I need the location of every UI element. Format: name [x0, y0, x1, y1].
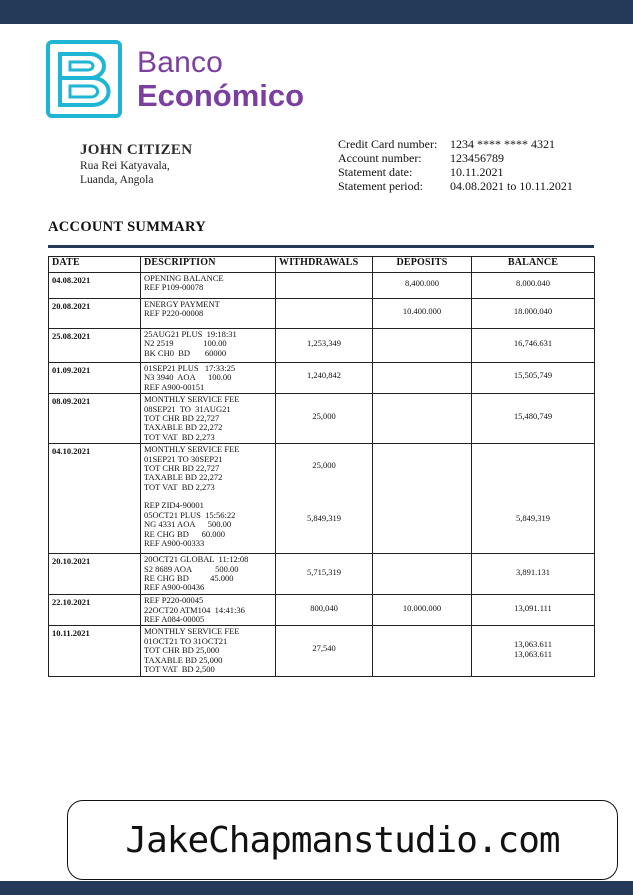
customer-address: [80, 160, 170, 187]
cell-line: 13,063.611: [514, 639, 552, 650]
info-label: Credit Card number:: [338, 137, 438, 151]
withdrawals-cell: [276, 363, 373, 394]
cell-line: TOT VAT BD 2,273: [144, 481, 215, 492]
cell-line: REF P220-00045: [144, 595, 204, 606]
deposits-cell: [373, 554, 472, 595]
balance-cell: [472, 444, 595, 554]
customer-name: JOHN CITIZEN: [80, 142, 193, 158]
cell-line: TOT CHR BD 25,000: [144, 645, 220, 656]
balance-cell: [472, 626, 595, 676]
watermark-banner: [67, 800, 618, 880]
withdrawals-cell: [276, 394, 373, 444]
deposits-cell: [373, 299, 472, 329]
cell-line: 25AUG21 PLUS 19:18:31: [144, 329, 237, 339]
withdrawals-cell: [276, 595, 373, 626]
cell-line: 5,849,319: [307, 512, 341, 523]
cell-line: RE CHG BD 45.000: [144, 573, 234, 584]
withdrawals-cell: [276, 273, 373, 299]
cell-line: MONTHLY SERVICE FEE: [144, 626, 240, 637]
deposits-cell: [373, 329, 472, 363]
column-header: WITHDRAWALS: [276, 257, 373, 273]
date-cell: 04.08.2021: [49, 273, 141, 299]
info-label: Statement period:: [338, 179, 423, 193]
balance-cell: [472, 595, 595, 626]
table-header-row: [49, 257, 595, 273]
cell-line: 800,040: [310, 603, 338, 614]
info-row: [338, 165, 573, 179]
withdrawals-cell: [276, 299, 373, 329]
info-row: [338, 179, 573, 193]
table-row: [49, 444, 595, 554]
table-row: [49, 554, 595, 595]
cell-line: 25,000: [312, 460, 336, 471]
date-cell: 20.10.2021: [49, 554, 141, 595]
cell-line: TOT VAT BD 2,273: [144, 431, 215, 442]
description-cell: [141, 595, 276, 626]
cell-line: 8,400.000: [405, 278, 439, 288]
section-divider: [48, 245, 594, 248]
cell-line: ENERGY PAYMENT: [144, 299, 220, 309]
description-cell: [141, 444, 276, 554]
cell-line: BK CH0 BD 60000: [144, 347, 227, 358]
date-cell: 10.11.2021: [49, 626, 141, 676]
table-row: [49, 626, 595, 676]
description-cell: [141, 626, 276, 676]
cell-line: 22OCT20 ATM104 14:41:36: [144, 604, 245, 615]
address-line: Luanda, Angola: [80, 173, 154, 186]
top-bar: [0, 0, 633, 24]
table-row: [49, 273, 595, 299]
info-label: Account number:: [338, 151, 422, 165]
cell-line: REF A900-00436: [144, 582, 205, 593]
cell-line: TAXABLE BD 22,272: [144, 422, 223, 433]
cell-line: 08SEP21 TO 31AUG21: [144, 403, 231, 414]
cell-line: 5,715,319: [307, 567, 341, 578]
info-value: 10.11.2021: [450, 165, 504, 179]
cell-line: TOT VAT BD 2,500: [144, 664, 215, 675]
description-cell: [141, 273, 276, 299]
balance-cell: [472, 299, 595, 329]
cell-line: 01SEP21 PLUS 17:33:25: [144, 363, 236, 373]
cell-line: 10.000.000: [402, 603, 442, 614]
cell-line: NG 4331 AOA 500.00: [144, 519, 232, 530]
date-cell: 04.10.2021: [49, 444, 141, 554]
description-cell: [141, 299, 276, 329]
balance-cell: [472, 363, 595, 394]
cell-line: OPENING BALANCE: [144, 273, 224, 283]
cell-line: 13,063.611: [514, 648, 552, 659]
cell-line: 01SEP21 TO 30SEP21: [144, 453, 223, 464]
date-cell: 08.09.2021: [49, 394, 141, 444]
bank-name-line2: Económico: [137, 78, 305, 113]
cell-line: 1,253,349: [307, 338, 341, 348]
cell-line: 13,091.111: [514, 603, 552, 614]
cell-line: REF A084-00005: [144, 614, 205, 625]
deposits-cell: [373, 363, 472, 394]
table-row: [49, 363, 595, 394]
description-cell: [141, 329, 276, 363]
date-cell: 25.08.2021: [49, 329, 141, 363]
cell-line: TOT CHR BD 22,727: [144, 413, 220, 424]
cell-line: MONTHLY SERVICE FEE: [144, 394, 240, 405]
column-header: DATE: [49, 257, 141, 273]
bottom-bar: [0, 881, 633, 895]
cell-line: 15,480,749: [513, 411, 553, 422]
watermark-text: JakeChapmanstudio.com: [125, 819, 560, 861]
deposits-cell: [373, 595, 472, 626]
cell-line: 8.000.040: [516, 278, 550, 288]
cell-line: N3 3940 AOA 100.00: [144, 372, 232, 383]
column-header: BALANCE: [472, 257, 595, 273]
statement-info: [338, 137, 573, 193]
date-cell: 20.08.2021: [49, 299, 141, 329]
cell-line: REF P220-00008: [144, 308, 204, 319]
info-row: [338, 137, 573, 151]
deposits-cell: [373, 394, 472, 444]
info-value: 1234 **** **** 4321: [450, 137, 555, 151]
table-row: [49, 394, 595, 444]
cell-line: MONTHLY SERVICE FEE: [144, 444, 240, 455]
date-cell: 01.09.2021: [49, 363, 141, 394]
bank-name-line1: Banco: [137, 46, 224, 79]
cell-line: 3,891.131: [516, 567, 550, 578]
transactions-table: [48, 256, 595, 677]
withdrawals-cell: [276, 626, 373, 676]
cell-line: 01OCT21 TO 31OCT21: [144, 635, 228, 646]
description-cell: [141, 394, 276, 444]
column-header: DESCRIPTION: [141, 257, 276, 273]
info-row: [338, 151, 573, 165]
cell-line: REF P109-00078: [144, 282, 204, 293]
info-label: Statement date:: [338, 165, 413, 179]
cell-line: 25,000: [312, 411, 336, 422]
date-cell: 22.10.2021: [49, 595, 141, 626]
balance-cell: [472, 554, 595, 595]
cell-line: 16,746.631: [513, 338, 553, 348]
deposits-cell: [373, 273, 472, 299]
cell-line: 10.400.000: [402, 306, 442, 316]
cell-line: 18.000.040: [513, 306, 553, 316]
bank-logo-icon: [46, 40, 122, 118]
balance-cell: [472, 394, 595, 444]
cell-line: TAXABLE BD 22,272: [144, 472, 223, 483]
description-cell: [141, 363, 276, 394]
withdrawals-cell: [276, 444, 373, 554]
deposits-cell: [373, 626, 472, 676]
cell-line: TAXABLE BD 25,000: [144, 654, 223, 665]
cell-line: 27,540: [312, 643, 336, 654]
cell-line: 1,240,842: [307, 370, 341, 380]
cell-line: REF A900-00151: [144, 381, 205, 392]
cell-line: REF A900-00333: [144, 537, 205, 548]
cell-line: TOT CHR BD 22,727: [144, 463, 220, 474]
cell-line: 05OCT21 PLUS 15:56:22: [144, 509, 236, 520]
deposits-cell: [373, 444, 472, 554]
cell-line: S2 8689 AOA 500.00: [144, 563, 239, 574]
balance-cell: [472, 329, 595, 363]
withdrawals-cell: [276, 554, 373, 595]
withdrawals-cell: [276, 329, 373, 363]
cell-line: 15,505,749: [513, 370, 553, 380]
balance-cell: [472, 273, 595, 299]
cell-line: 20OCT21 GLOBAL 11:12:08: [144, 554, 249, 565]
cell-line: N2 2519 100.00: [144, 338, 227, 349]
table-row: [49, 595, 595, 626]
table-row: [49, 329, 595, 363]
address-line: Rua Rei Katyavala,: [80, 160, 170, 172]
section-title: ACCOUNT SUMMARY: [48, 219, 206, 235]
table-row: [49, 299, 595, 329]
cell-line: 5,849,319: [516, 513, 550, 524]
cell-line: RE CHG BD 60.000: [144, 528, 225, 539]
cell-line: REP ZID4-90001: [144, 500, 204, 511]
description-cell: [141, 554, 276, 595]
info-value: 04.08.2021 to 10.11.2021: [450, 179, 573, 193]
column-header: DEPOSITS: [373, 257, 472, 273]
info-value: 123456789: [450, 151, 504, 165]
